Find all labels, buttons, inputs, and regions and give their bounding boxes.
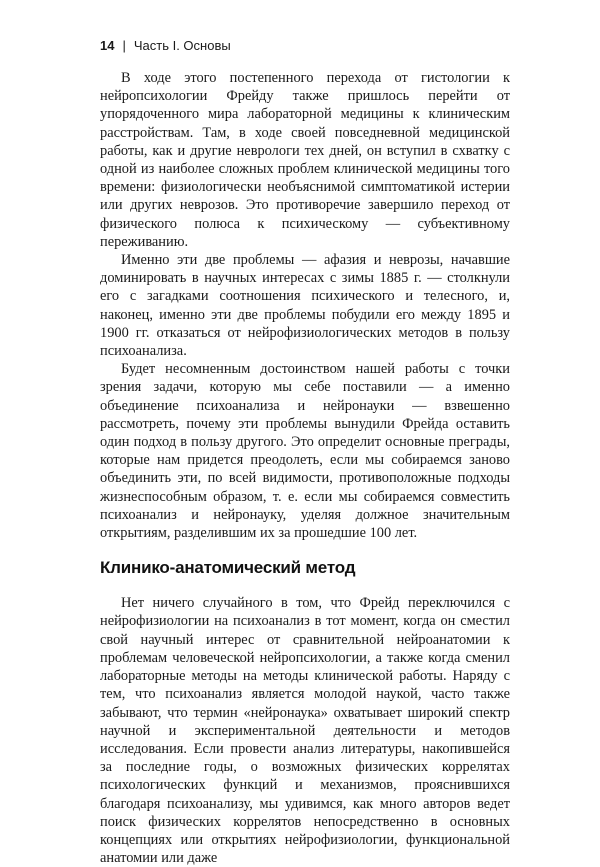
section-heading: Клинико-анатомический метод <box>100 558 356 578</box>
body-paragraph-1: В ходе этого постепенного перехода от гистологии к нейропсихологии Фрейду также пришлось перейти от упорядоченного мира лабораторной медицины к клиническим расстройствам. Там, в ходе своей повседневной медицинской работы, как и другие неврологи тех дней, он вступил в схватку с одной из наиболее сложных проблем клинической медицины того времени: физиологически необъяснимой симптоматикой истерии или других неврозов. Это противоречие завершило переход от физического полюса к психическому — субъективному переживанию. <box>100 70 510 250</box>
page-number: 14 <box>100 38 115 53</box>
body-paragraph-2: Именно эти две проблемы — афазия и неврозы, начавшие доминировать в научных интересах с зимы 1885 г. — столкнули его с загадками соотношения психического и телесного, и, наконец, именно эти две проблемы побудили его между 1895 и 1900 гг. отказаться от нейрофизиологических методов в пользу психоанализа. <box>100 252 510 360</box>
running-header <box>100 38 231 53</box>
header-separator: | <box>122 38 126 53</box>
body-paragraph-3: Будет несомненным достоинством нашей работы с точки зрения задачи, которую мы себе поставили — а именно объединение психоанализа и нейронауки — взвешенно рассмотреть, почему эти проблемы вынудили Фрейда оставить один подход в пользу другого. Это определит основные преграды, которые нам придется преодолеть, если мы собираемся заново объединить эти, по всей видимости, противоположные подходы жизнеспособным образом, т. е. если мы собираемся совместить психоанализ и нейронауку, уделяя должное значительным открытиям, разделившим их за прошедшие 100 лет. <box>100 361 510 542</box>
body-paragraph-4: Нет ничего случайного в том, что Фрейд переключился с нейрофизиологии на психоанализ в тот момент, когда он сместил свой научный интерес от сравнительной нейроанатомии к проблемам человеческой нейропсихологии, а также когда сменил лабораторные методы на методы клинической работы. Наряду с тем, что психоанализ является молодой наукой, часто также забывают, что термин «нейронаука» охватывает широкий спектр научной и экспериментальной деятельности и методов исследования. Если провести анализ литературы, накопившейся за последние годы, о возможных физических коррелятах психологических функций и механизмов, прояснившихся благодаря психоанализу, мы удивимся, как много авторов ведет поиск физических коррелятов непосредственно в основных концепциях или открытиях нейрофизиологии, функциональной анатомии или даже <box>100 595 510 867</box>
section-title: Часть I. Основы <box>133 38 231 53</box>
page-body <box>100 69 510 867</box>
